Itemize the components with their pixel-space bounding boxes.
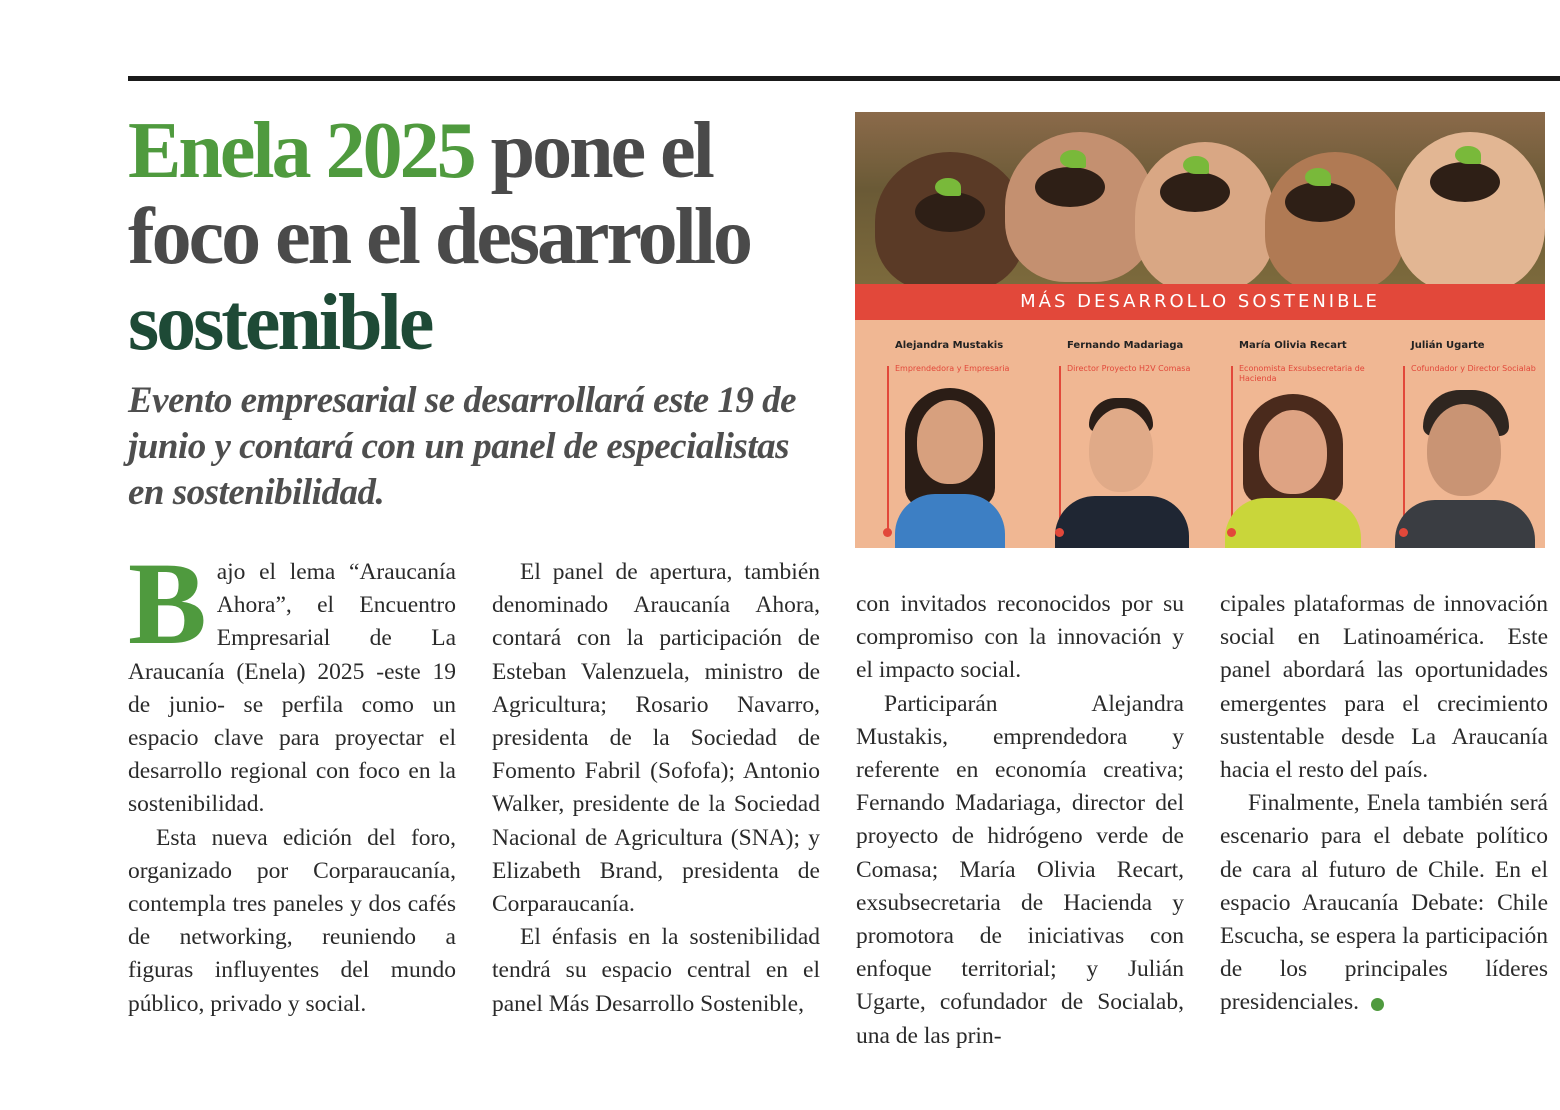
article-column-2 — [492, 556, 820, 1021]
panelist-name: Julián Ugarte — [1411, 340, 1485, 351]
paragraph-2: Esta nueva edición del foro, organizado por Corparaucanía, contempla tres paneles y dos cafés de networking, reuniendo a figuras influyentes del mundo público, privado y social. — [128, 824, 456, 1017]
top-rule — [128, 76, 1560, 81]
article-column-3 — [856, 588, 1184, 1053]
panelist-role: Cofundador y Director Socialab — [1411, 364, 1536, 373]
paragraph-8 — [1220, 787, 1548, 1019]
end-mark-icon — [1371, 998, 1384, 1011]
panelist-card — [1371, 320, 1543, 548]
article-column-1 — [128, 538, 456, 1021]
panelist-card — [855, 320, 1027, 548]
photo-banner-text: MÁS DESARROLLO SOSTENIBLE — [1020, 291, 1380, 312]
panelist-card — [1199, 320, 1371, 548]
panelist-role: Director Proyecto H2V Comasa — [1067, 364, 1191, 373]
drop-cap: B — [128, 538, 207, 669]
paragraph-1-text: ajo el lema “Araucanía Ahora”, el Encuentro Empresarial de La Araucanía (Enela) 2025 -este 19 de junio- se perfila como un espacio clave para proyectar el desarrollo regional con foco en la sostenibilidad. — [128, 559, 456, 818]
panelist-card — [1027, 320, 1199, 548]
headline — [128, 108, 828, 366]
panelist-role: Economista Exsubsecretaria de Hacienda — [1239, 364, 1365, 383]
headline-middle: pone el foco en el desarrollo — [128, 107, 751, 281]
article-column-4 — [1220, 588, 1548, 1020]
paragraph-8-text: Finalmente, Enela también será escenario para el debate político de cara al futuro de Chile. En el espacio Araucanía Debate: Chile Escucha, se espera la participación de los principales líderes presidenciales. — [1220, 790, 1548, 1016]
paragraph-6: Participarán Alejandra Mustakis, emprendedora y referente en economía creativa; Fernando Madariaga, director del proyecto de hidrógeno verde de Comasa; María Olivia Recart, exsubsecretaria de Hacienda y promotora de iniciativas con enfoque territorial; y Julián Ugarte, cofundador de Socialab, una de las prin- — [856, 690, 1184, 1049]
panelist-role: Emprendedora y Empresaria — [895, 364, 1010, 373]
paragraph-1 — [128, 538, 456, 822]
hands-with-seedlings-image — [855, 112, 1545, 284]
paragraph-4: El énfasis en la sostenibilidad tendrá su espacio central en el panel Más Desarrollo Sostenible, — [492, 924, 820, 1017]
panelist-name: Alejandra Mustakis — [895, 340, 1004, 351]
paragraph-5: con invitados reconocidos por su compromiso con la innovación y el impacto social. — [856, 591, 1184, 684]
panelist-name: Fernando Madariaga — [1067, 340, 1184, 351]
paragraph-7: cipales plataformas de innovación social en Latinoamérica. Este panel abordará las oportunidades emergentes para el crecimiento sustentable desde La Araucanía hacia el resto del país. — [1220, 591, 1548, 784]
paragraph-3: El panel de apertura, también denominado Araucanía Ahora, contará con la participación de Esteban Valenzuela, ministro de Agricultura; Rosario Navarro, presidenta de la Sociedad de Fomento Fabril (Sofofa); Antonio Walker, presidente de la Sociedad Nacional de Agricultura (SNA); y Elizabeth Brand, presidenta de Corparaucanía. — [492, 559, 820, 918]
headline-highlight: Enela 2025 — [128, 107, 474, 195]
headline-end: sostenible — [128, 279, 432, 367]
panelist-name: María Olivia Recart — [1239, 340, 1347, 351]
photo-banner — [855, 284, 1545, 320]
article-photo — [855, 112, 1545, 548]
deck-subtitle: Evento empresarial se desarrollará este 19 de junio y contará con un panel de especialistas en sostenibilidad. — [128, 380, 797, 513]
